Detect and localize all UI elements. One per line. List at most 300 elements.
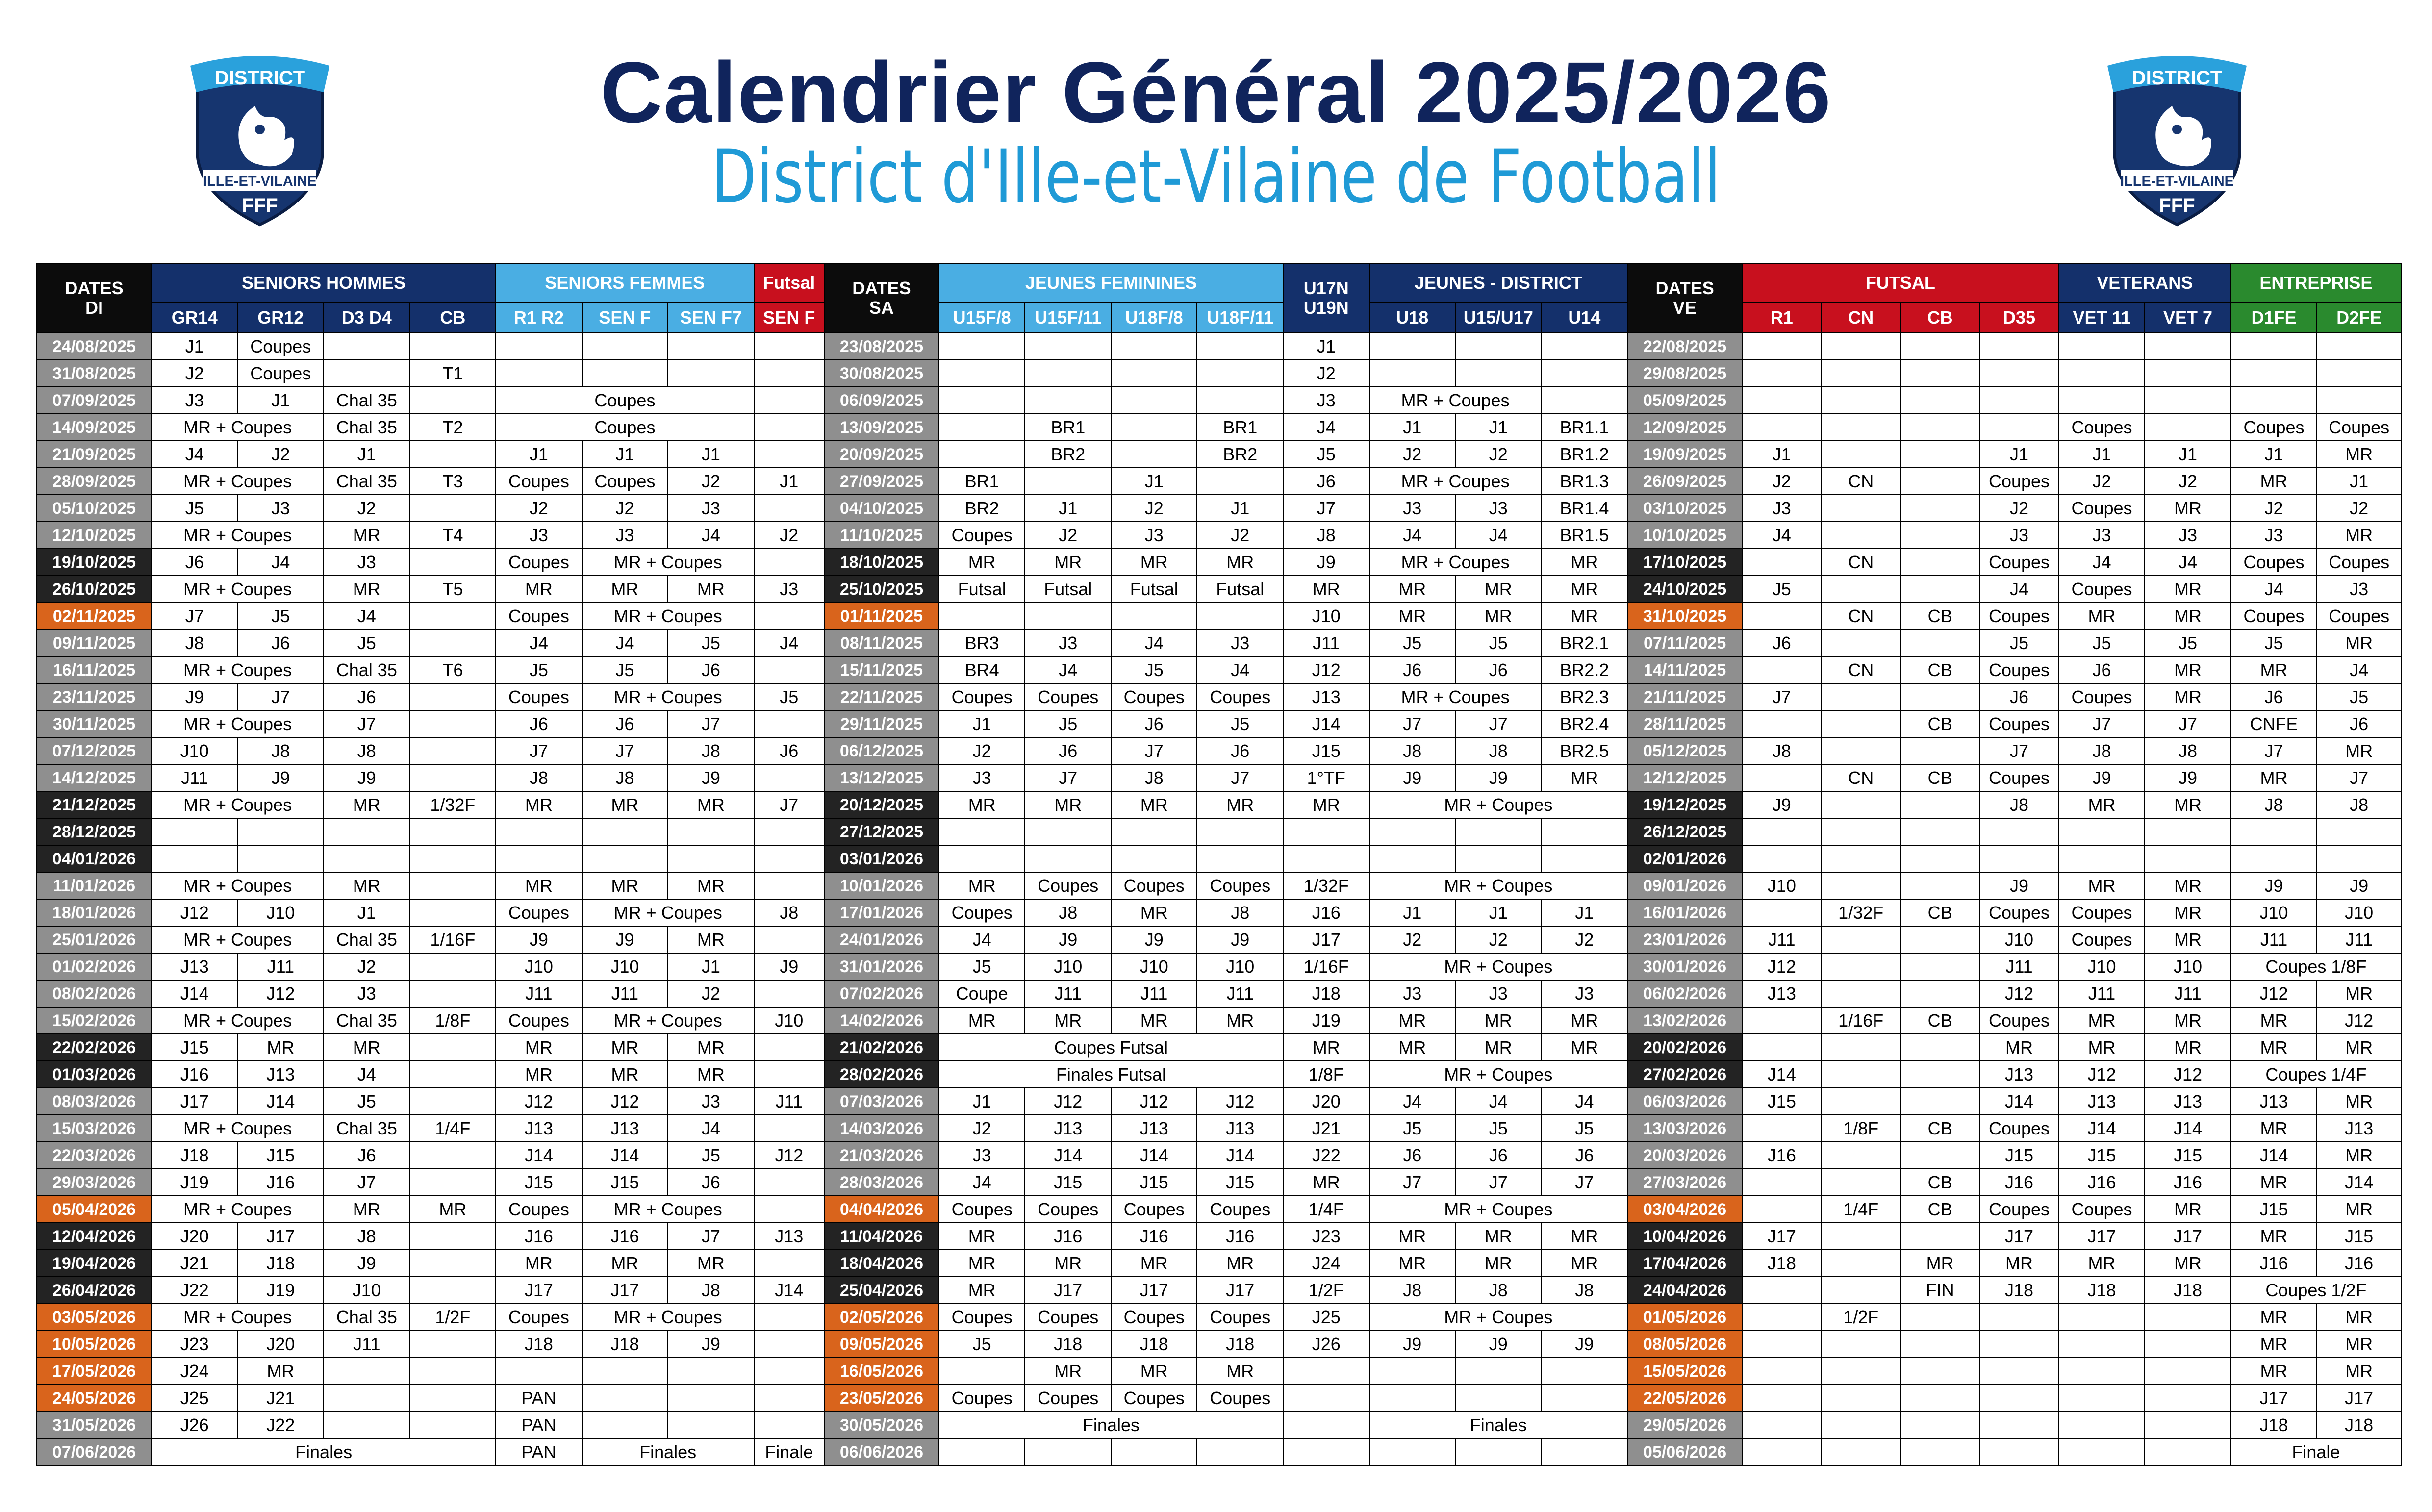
match-cell: Futsal	[1025, 576, 1111, 603]
date-cell: 13/09/2025	[824, 414, 939, 441]
match-cell: J3	[582, 522, 668, 549]
match-cell: J18	[2059, 1277, 2145, 1304]
match-cell: J7	[2317, 764, 2401, 791]
match-cell: J25	[152, 1385, 238, 1411]
match-cell	[754, 360, 824, 387]
match-cell: J10	[2059, 953, 2145, 980]
match-cell	[1542, 387, 1628, 414]
match-cell: J2	[1111, 495, 1197, 522]
match-cell	[754, 603, 824, 630]
column-header: U15F/8	[939, 302, 1025, 333]
match-cell: J1	[1979, 441, 2058, 468]
match-cell: Coupes	[1111, 872, 1197, 899]
match-cell: Coupes	[2059, 414, 2145, 441]
match-cell: J7	[668, 710, 754, 737]
date-cell: 08/05/2026	[1627, 1331, 1742, 1358]
match-cell: J11	[152, 764, 238, 791]
match-cell: J3	[1979, 522, 2058, 549]
match-cell	[410, 333, 496, 360]
match-cell: J1	[496, 441, 582, 468]
date-cell: 09/11/2025	[37, 630, 152, 656]
match-cell: J5	[324, 630, 410, 656]
match-cell: BR3	[939, 630, 1025, 656]
match-cell	[1900, 387, 1979, 414]
match-cell: J4	[1542, 1088, 1628, 1115]
match-cell: PAN	[496, 1385, 582, 1411]
match-cell: MR + Coupes	[1369, 1061, 1628, 1088]
match-cell: J11	[1025, 980, 1111, 1007]
date-cell: 06/09/2025	[824, 387, 939, 414]
match-cell: MR	[2231, 656, 2317, 683]
match-cell	[324, 1385, 410, 1411]
match-cell: MR	[2317, 1304, 2401, 1331]
match-cell	[410, 1250, 496, 1277]
match-cell: J4	[1369, 522, 1456, 549]
calendar-table	[36, 263, 2402, 1466]
match-cell	[410, 845, 496, 872]
match-cell: MR	[1369, 1007, 1456, 1034]
match-cell: J3	[2317, 576, 2401, 603]
match-cell: J3	[324, 549, 410, 576]
match-cell: J3	[496, 522, 582, 549]
date-cell: 14/11/2025	[1627, 656, 1742, 683]
match-cell: J12	[1283, 656, 1369, 683]
match-cell: J21	[238, 1385, 324, 1411]
date-cell: 06/12/2025	[824, 737, 939, 764]
date-cell: 30/08/2025	[824, 360, 939, 387]
date-cell: 21/03/2026	[824, 1142, 939, 1169]
match-cell	[1900, 737, 1979, 764]
match-cell: MR	[1025, 549, 1111, 576]
match-cell: MR	[2317, 630, 2401, 656]
match-cell	[1822, 1223, 1900, 1250]
date-cell: 02/05/2026	[824, 1304, 939, 1331]
match-cell: CB	[1900, 1007, 1979, 1034]
match-cell	[582, 333, 668, 360]
match-cell: 1/8F	[410, 1007, 496, 1034]
match-cell	[1822, 737, 1900, 764]
table-row	[37, 1385, 2401, 1411]
date-cell: 26/09/2025	[1627, 468, 1742, 495]
match-cell: J4	[1455, 1088, 1542, 1115]
match-cell	[1822, 360, 1900, 387]
match-cell	[1742, 764, 1821, 791]
match-cell: Coupes	[1025, 872, 1111, 899]
match-cell: J22	[1283, 1142, 1369, 1169]
match-cell: J1	[1369, 414, 1456, 441]
date-cell: 07/06/2026	[37, 1438, 152, 1465]
match-cell: CN	[1822, 603, 1900, 630]
date-cell: 14/12/2025	[37, 764, 152, 791]
match-cell	[410, 1385, 496, 1411]
match-cell: J1	[668, 441, 754, 468]
match-cell	[1283, 1358, 1369, 1385]
match-cell	[1822, 1411, 1900, 1438]
date-cell: 07/12/2025	[37, 737, 152, 764]
match-cell: J1	[582, 441, 668, 468]
column-header: CB	[1900, 302, 1979, 333]
date-cell: 16/11/2025	[37, 656, 152, 683]
match-cell: J18	[1197, 1331, 1283, 1358]
match-cell: J3	[668, 495, 754, 522]
match-cell	[2145, 1385, 2231, 1411]
column-header: CB	[410, 302, 496, 333]
match-cell: J5	[1742, 576, 1821, 603]
group-header-row	[37, 263, 2401, 302]
match-cell: J9	[1369, 764, 1456, 791]
match-cell	[582, 1358, 668, 1385]
match-cell: J1	[1455, 414, 1542, 441]
match-cell	[939, 387, 1025, 414]
match-cell: J23	[1283, 1223, 1369, 1250]
match-cell	[1197, 387, 1283, 414]
match-cell	[324, 1358, 410, 1385]
match-cell	[2059, 1358, 2145, 1385]
match-cell: J7	[1283, 495, 1369, 522]
match-cell: Coupes	[2317, 549, 2401, 576]
date-cell: 13/03/2026	[1627, 1115, 1742, 1142]
match-cell	[2317, 387, 2401, 414]
match-cell: J3	[324, 980, 410, 1007]
match-cell: Coupes	[1111, 1385, 1197, 1411]
match-cell: J26	[152, 1411, 238, 1438]
match-cell: MR + Coupes	[582, 683, 754, 710]
match-cell	[1822, 818, 1900, 845]
match-cell	[1979, 1438, 2058, 1465]
match-cell: Finales	[152, 1438, 496, 1465]
match-cell: J2	[1542, 926, 1628, 953]
match-cell	[2145, 414, 2231, 441]
date-cell: 22/11/2025	[824, 683, 939, 710]
match-cell	[1822, 1331, 1900, 1358]
match-cell: J1	[2231, 441, 2317, 468]
match-cell	[1111, 1438, 1197, 1465]
match-cell	[324, 818, 410, 845]
match-cell	[1197, 333, 1283, 360]
match-cell: J2	[1979, 495, 2058, 522]
svg-text:DISTRICT: DISTRICT	[2131, 67, 2223, 89]
match-cell: Coupes	[1197, 1385, 1283, 1411]
match-cell: Coupes	[238, 360, 324, 387]
match-cell	[582, 360, 668, 387]
date-cell: 16/05/2026	[824, 1358, 939, 1385]
match-cell: FIN	[1900, 1277, 1979, 1304]
match-cell: Coupes	[2059, 495, 2145, 522]
match-cell: J2	[496, 495, 582, 522]
match-cell: J4	[2059, 549, 2145, 576]
match-cell	[324, 1411, 410, 1438]
date-cell: 07/11/2025	[1627, 630, 1742, 656]
match-cell	[410, 387, 496, 414]
match-cell: MR	[582, 872, 668, 899]
column-header: U14	[1542, 302, 1628, 333]
match-cell	[1900, 953, 1979, 980]
match-cell	[1900, 630, 1979, 656]
match-cell: Coupes 1/4F	[2231, 1061, 2401, 1088]
match-cell: MR	[1025, 1007, 1111, 1034]
match-cell	[1455, 845, 1542, 872]
match-cell: BR2.5	[1542, 737, 1628, 764]
match-cell	[1742, 1277, 1821, 1304]
match-cell: J17	[1197, 1277, 1283, 1304]
match-cell: J10	[238, 899, 324, 926]
match-cell: MR	[1369, 1250, 1456, 1277]
table-row	[37, 1196, 2401, 1223]
match-cell: J15	[2059, 1142, 2145, 1169]
match-cell	[1900, 1438, 1979, 1465]
match-cell: PAN	[496, 1411, 582, 1438]
match-cell: MR + Coupes	[152, 926, 324, 953]
match-cell	[1742, 333, 1821, 360]
date-cell: 10/04/2026	[1627, 1223, 1742, 1250]
table-row	[37, 899, 2401, 926]
date-cell: 17/01/2026	[824, 899, 939, 926]
match-cell: PAN	[496, 1438, 582, 1465]
match-cell	[1900, 683, 1979, 710]
match-cell: MR	[582, 791, 668, 818]
match-cell: Coupes	[2317, 414, 2401, 441]
match-cell: Coupes	[496, 414, 754, 441]
match-cell: J9	[668, 764, 754, 791]
match-cell	[668, 1358, 754, 1385]
match-cell: MR	[2145, 899, 2231, 926]
date-cell: 17/10/2025	[1627, 549, 1742, 576]
match-cell: CB	[1900, 710, 1979, 737]
match-cell	[1369, 845, 1456, 872]
match-cell: BR1	[939, 468, 1025, 495]
match-cell: J13	[2059, 1088, 2145, 1115]
match-cell: J5	[754, 683, 824, 710]
match-cell	[1283, 1385, 1369, 1411]
match-cell: MR	[2145, 791, 2231, 818]
date-cell: 24/04/2026	[1627, 1277, 1742, 1304]
match-cell: J17	[496, 1277, 582, 1304]
match-cell: J7	[324, 1169, 410, 1196]
match-cell: J6	[582, 710, 668, 737]
match-cell: Coupes	[1979, 1115, 2058, 1142]
date-cell: 24/10/2025	[1627, 576, 1742, 603]
match-cell: J3	[238, 495, 324, 522]
match-cell: MR	[939, 872, 1025, 899]
match-cell: MR	[1283, 576, 1369, 603]
match-cell: Coupes	[496, 683, 582, 710]
match-cell	[2145, 845, 2231, 872]
match-cell	[1900, 360, 1979, 387]
date-cell: 27/03/2026	[1627, 1169, 1742, 1196]
match-cell	[1542, 1438, 1628, 1465]
match-cell: J2	[582, 495, 668, 522]
date-cell: 31/08/2025	[37, 360, 152, 387]
match-cell: J2	[2317, 495, 2401, 522]
match-cell	[939, 441, 1025, 468]
date-cell: 20/12/2025	[824, 791, 939, 818]
match-cell: MR	[668, 576, 754, 603]
match-cell	[1742, 1034, 1821, 1061]
date-cell: 18/04/2026	[824, 1250, 939, 1277]
match-cell: J9	[324, 764, 410, 791]
date-cell: 30/05/2026	[824, 1411, 939, 1438]
match-cell: J5	[324, 1088, 410, 1115]
match-cell	[1111, 387, 1197, 414]
match-cell	[1742, 414, 1821, 441]
match-cell: Coupes	[939, 522, 1025, 549]
match-cell: J4	[939, 1169, 1025, 1196]
match-cell: BR1	[1025, 414, 1111, 441]
match-cell: BR1.2	[1542, 441, 1628, 468]
match-cell	[410, 1169, 496, 1196]
match-cell: Coupes	[1025, 683, 1111, 710]
match-cell: MR	[1111, 1358, 1197, 1385]
match-cell	[754, 1250, 824, 1277]
match-cell: MR	[410, 1196, 496, 1223]
date-cell: 06/02/2026	[1627, 980, 1742, 1007]
match-cell: MR	[2317, 1034, 2401, 1061]
date-cell: 26/04/2026	[37, 1277, 152, 1304]
match-cell: J12	[2231, 980, 2317, 1007]
date-cell: 17/04/2026	[1627, 1250, 1742, 1277]
match-cell: J2	[939, 737, 1025, 764]
match-cell	[1979, 1358, 2058, 1385]
match-cell: J8	[1369, 1277, 1456, 1304]
match-cell: J10	[1283, 603, 1369, 630]
match-cell	[410, 1034, 496, 1061]
table-row	[37, 468, 2401, 495]
match-cell: J6	[1542, 1142, 1628, 1169]
match-cell: J2	[2145, 468, 2231, 495]
match-cell: MR + Coupes	[152, 1196, 324, 1223]
date-cell: 11/10/2025	[824, 522, 939, 549]
match-cell: MR	[2059, 603, 2145, 630]
match-cell: Coupes	[939, 1385, 1025, 1411]
svg-text:ILLE-ET-VILAINE: ILLE-ET-VILAINE	[203, 174, 317, 189]
match-cell: J2	[1742, 468, 1821, 495]
match-cell: J8	[2317, 791, 2401, 818]
match-cell: J15	[1197, 1169, 1283, 1196]
match-cell: 1/4F	[410, 1115, 496, 1142]
match-cell: MR	[939, 791, 1025, 818]
match-cell: J6	[1742, 630, 1821, 656]
match-cell: MR + Coupes	[1369, 387, 1542, 414]
match-cell: J10	[2231, 899, 2317, 926]
date-cell: 20/03/2026	[1627, 1142, 1742, 1169]
match-cell	[2317, 818, 2401, 845]
match-cell: J9	[324, 1250, 410, 1277]
date-cell: 19/10/2025	[37, 549, 152, 576]
match-cell: MR	[496, 791, 582, 818]
match-cell: Coupes	[2059, 1196, 2145, 1223]
match-cell: J17	[1025, 1277, 1111, 1304]
column-header: U18F/11	[1197, 302, 1283, 333]
match-cell: J1	[754, 468, 824, 495]
match-cell: MR	[2317, 1142, 2401, 1169]
match-cell	[1822, 845, 1900, 872]
match-cell: J19	[152, 1169, 238, 1196]
match-cell: J5	[582, 656, 668, 683]
match-cell: J6	[324, 1142, 410, 1169]
match-cell	[410, 1277, 496, 1304]
match-cell: MR + Coupes	[152, 1007, 324, 1034]
match-cell: Coupes	[1979, 1007, 2058, 1034]
group-header: JEUNES - DISTRICT	[1369, 263, 1628, 302]
match-cell: J9	[1283, 549, 1369, 576]
match-cell	[496, 818, 582, 845]
match-cell: J9	[1111, 926, 1197, 953]
match-cell: J9	[152, 683, 238, 710]
match-cell: J9	[1455, 1331, 1542, 1358]
match-cell: J2	[754, 522, 824, 549]
match-cell: Chal 35	[324, 1007, 410, 1034]
match-cell: MR	[1025, 1358, 1111, 1385]
date-cell: 22/03/2026	[37, 1142, 152, 1169]
match-cell	[1900, 1142, 1979, 1169]
match-cell: J2	[2231, 495, 2317, 522]
table-row	[37, 1088, 2401, 1115]
match-cell: Coupes	[2231, 549, 2317, 576]
date-cell: 12/04/2026	[37, 1223, 152, 1250]
match-cell: J5	[1283, 441, 1369, 468]
match-cell	[1742, 1115, 1821, 1142]
match-cell	[1822, 872, 1900, 899]
match-cell	[1742, 549, 1821, 576]
match-cell: J8	[2231, 791, 2317, 818]
match-cell: J1	[2317, 468, 2401, 495]
match-cell: J12	[754, 1142, 824, 1169]
match-cell	[1111, 818, 1197, 845]
match-cell: J24	[152, 1358, 238, 1385]
match-cell: J14	[2059, 1115, 2145, 1142]
match-cell	[1900, 818, 1979, 845]
match-cell: MR	[2145, 603, 2231, 630]
match-cell: J18	[1979, 1277, 2058, 1304]
match-cell: MR	[1111, 549, 1197, 576]
match-cell	[1900, 522, 1979, 549]
match-cell	[754, 1411, 824, 1438]
date-cell: 29/08/2025	[1627, 360, 1742, 387]
match-cell: J14	[1979, 1088, 2058, 1115]
match-cell	[1455, 333, 1542, 360]
match-cell: J1	[668, 953, 754, 980]
match-cell	[410, 899, 496, 926]
match-cell: Coupes	[1111, 1304, 1197, 1331]
match-cell: MR	[324, 576, 410, 603]
match-cell: J5	[152, 495, 238, 522]
match-cell: J8	[1025, 899, 1111, 926]
match-cell	[324, 333, 410, 360]
date-cell: 24/05/2026	[37, 1385, 152, 1411]
match-cell	[1455, 1358, 1542, 1385]
match-cell: Coupes	[1979, 468, 2058, 495]
match-cell: J10	[2145, 953, 2231, 980]
match-cell: J5	[1197, 710, 1283, 737]
match-cell: MR	[2145, 683, 2231, 710]
match-cell	[2145, 818, 2231, 845]
match-cell: J5	[2317, 683, 2401, 710]
match-cell	[1111, 333, 1197, 360]
match-cell	[2059, 333, 2145, 360]
match-cell	[754, 1358, 824, 1385]
match-cell: J8	[152, 630, 238, 656]
match-cell: J3	[754, 576, 824, 603]
match-cell	[754, 1304, 824, 1331]
match-cell	[410, 1411, 496, 1438]
match-cell: MR	[1979, 1034, 2058, 1061]
match-cell: J13	[1742, 980, 1821, 1007]
match-cell: J16	[238, 1169, 324, 1196]
column-header: D2FE	[2317, 302, 2401, 333]
match-cell	[1742, 710, 1821, 737]
table-row	[37, 791, 2401, 818]
table-row	[37, 1411, 2401, 1438]
